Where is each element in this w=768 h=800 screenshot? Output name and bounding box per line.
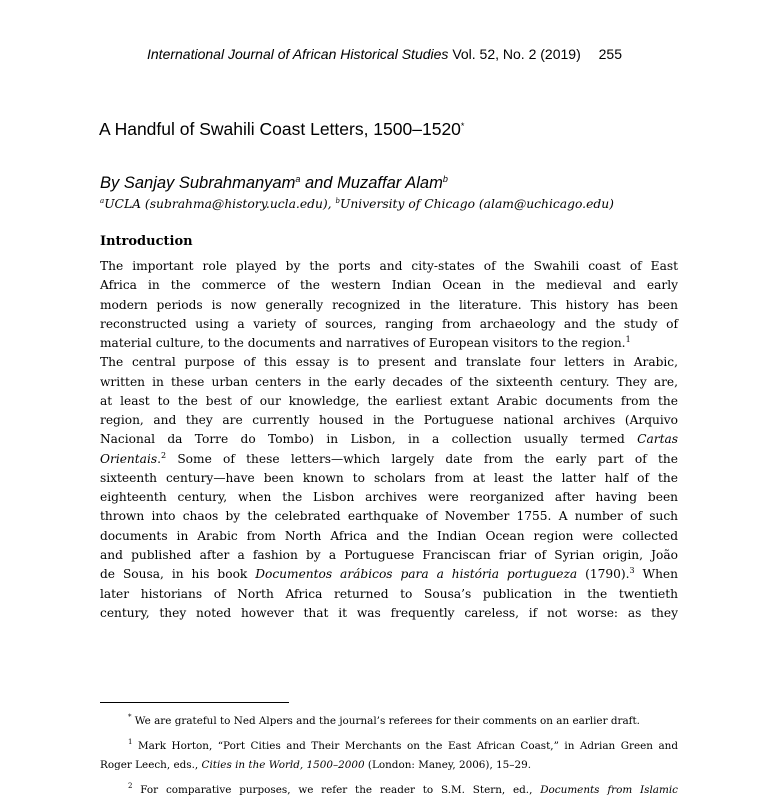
journal-title: International Journal of African Historical Studies [147, 46, 449, 62]
body-paragraph [100, 257, 678, 623]
body-line: century, they noted however that it was frequently careless, if not worse: as they [100, 605, 678, 620]
body-line: thrown into chaos by the celebrated earthquake of November 1755. A number of such [100, 509, 678, 524]
body-line: region, and they are currently housed in the Portuguese national archives (Arquivo [100, 413, 678, 428]
affil-b: University of Chicago (alam@uchicago.edu) [340, 197, 614, 211]
body-line: eighteenth century, when the Lisbon archives were reorganized after having been [100, 490, 678, 505]
author-1-affil-mark: a [295, 174, 301, 184]
body-line: The important role played by the ports and city-states of the Swahili coast of East [100, 259, 678, 273]
footnote-2 [100, 781, 678, 800]
title-footnote-mark[interactable]: * [460, 121, 465, 131]
footnote-text: For comparative purposes, we refer the reader to S.M. Stern, ed., [132, 784, 533, 796]
body-line [100, 450, 678, 469]
body-line [100, 430, 678, 449]
body-line-text: (1790). [577, 567, 630, 582]
footnote-1 [100, 737, 678, 756]
page-number: 255 [598, 46, 622, 62]
affil-b-mark: b [335, 197, 340, 205]
body-line: The central purpose of this essay is to present and translate four letters in Arabic, [100, 355, 678, 370]
running-header [147, 44, 687, 64]
author-1: By Sanjay Subrahmanyam [100, 174, 296, 192]
body-line: documents in Arabic from North Africa and the Indian Ocean region were collected [100, 528, 678, 543]
body-line: Africa in the commerce of the western Indian Ocean in the medieval and early [100, 278, 678, 293]
book-title: Documentos arábicos para a história portugueza [255, 567, 578, 582]
author-2-affil-mark: b [442, 174, 448, 184]
footnote-star-mark: * [128, 713, 132, 721]
footnote-star [100, 712, 678, 731]
article-title [99, 115, 464, 140]
footnote-text: Roger Leech, eds., [100, 759, 199, 771]
footnote-2-mark: 2 [128, 782, 133, 790]
footnotes [100, 712, 678, 800]
affiliations [100, 191, 614, 214]
footnote-text: (London: Maney, 2006), 15–29. [364, 759, 532, 771]
body-line [100, 565, 678, 584]
body-line: and published after a fashion by a Portuguese Franciscan friar of Syrian origin, João [100, 547, 678, 562]
body-line-text: de Sousa, in his book [100, 567, 248, 582]
journal-volume: Vol. 52, No. 2 [452, 46, 537, 62]
affil-a-mark: a [100, 197, 105, 205]
footnote-1-mark: 1 [128, 738, 133, 746]
body-line-text: material culture, to the documents and narratives of European visitors to the region. [100, 336, 626, 351]
footnote-text: Mark Horton, “Port Cities and Their Merchants on the East African Coast,” in Adrian Green and [132, 740, 678, 752]
body-line-text: Some of these letters—which largely date from the early part of the [166, 451, 678, 466]
body-line: sixteenth century—have been known to scholars from at least the latter half of the [100, 470, 678, 485]
footnote-ref-3[interactable]: 3 [629, 566, 635, 576]
body-line [100, 334, 678, 353]
body-punct: . [157, 451, 161, 466]
journal-year: (2019) [540, 46, 581, 62]
article-title-text: A Handful of Swahili Coast Letters, 1500–1520 [99, 119, 461, 139]
footnote-book-title: Documents from Islamic [540, 784, 678, 796]
body-line-text: Nacional da Torre do Tombo) in Lisbon, in a collection usually termed [100, 432, 625, 447]
footnote-ref-2[interactable]: 2 [160, 450, 167, 460]
footnote-line [100, 781, 678, 800]
body-line: written in these urban centers in the early decades of the sixteenth century. They are, [100, 374, 678, 389]
footnote-book-title: Cities in the World, 1500–2000 [201, 759, 365, 771]
body-italic-term: Orientais [100, 451, 158, 466]
footnote-ref-1[interactable]: 1 [625, 335, 631, 345]
body-line: at least to the best of our knowledge, the earliest extant Arabic documents from the [100, 393, 678, 408]
affil-a: UCLA (subrahma@history.ucla.edu), [104, 197, 336, 211]
body-line: later historians of North Africa returned to Sousa’s publication in the twentieth [100, 586, 678, 601]
body-line: modern periods is now generally recognized in the literature. This history has been [100, 297, 678, 312]
footnote-1-cont [100, 756, 678, 775]
body-line-text: When [634, 567, 678, 582]
body-italic-term: Cartas [637, 432, 679, 447]
body-line: reconstructed using a variety of sources, ranging from archaeology and the study of [100, 316, 678, 331]
footnote-line [100, 737, 678, 756]
footnote-text: We are grateful to Ned Alpers and the journal’s referees for their comments on an earlier draft. [131, 715, 640, 727]
footnote-divider [100, 702, 289, 703]
section-heading: Introduction [100, 234, 193, 249]
author-2: and Muzaffar Alam [300, 174, 443, 192]
